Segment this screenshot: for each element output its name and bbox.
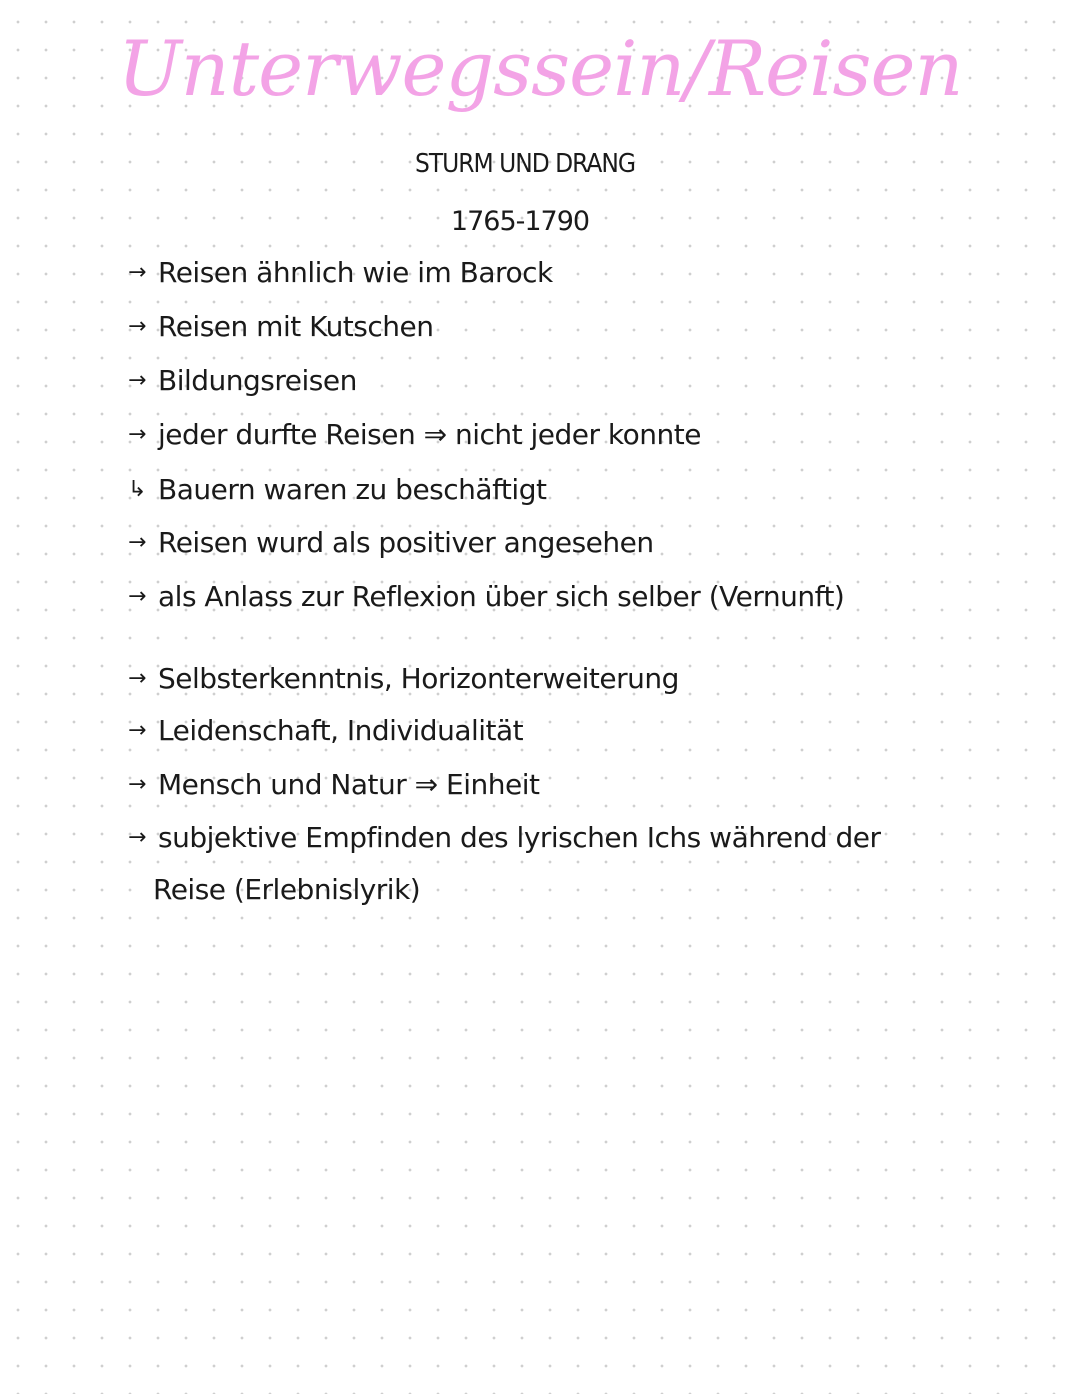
- arrow-turn-right-icon: ↳: [128, 477, 146, 502]
- note-line: [128, 659, 679, 699]
- note-line: [128, 765, 539, 805]
- arrow-right-icon: →: [128, 368, 146, 393]
- note-text: als Anlass zur Reflexion über sich selber (Vernunft): [158, 580, 845, 613]
- note-text: Reisen mit Kutschen: [158, 310, 434, 343]
- note-text: Leidenschaft, Individualität: [158, 714, 524, 747]
- note-text: Reise (Erlebnislyrik): [153, 873, 421, 906]
- note-text: jeder durfte Reisen ⇒ nicht jeder konnte: [158, 418, 701, 451]
- note-text: Mensch und Natur ⇒ Einheit: [158, 768, 540, 801]
- arrow-right-icon: →: [128, 314, 146, 339]
- note-text: subjektive Empfinden des lyrischen Ichs während der: [158, 821, 881, 854]
- note-line-continuation: [153, 870, 420, 910]
- note-line: [128, 711, 523, 751]
- note-line: [128, 253, 553, 293]
- note-text: Reisen ähnlich wie im Barock: [158, 256, 553, 289]
- note-line: [128, 818, 881, 858]
- arrow-right-icon: →: [128, 260, 146, 285]
- arrow-right-icon: →: [128, 718, 146, 743]
- page-title: Unterwegssein/Reisen: [117, 24, 963, 113]
- arrow-right-icon: →: [128, 530, 146, 555]
- note-line: [128, 415, 701, 455]
- arrow-right-icon: →: [128, 422, 146, 447]
- note-text: Selbsterkenntnis, Horizonterweiterung: [158, 662, 679, 695]
- note-text: Reisen wurd als positiver angesehen: [158, 526, 654, 559]
- note-text: Bauern waren zu beschäftigt: [158, 473, 547, 506]
- arrow-right-icon: →: [128, 772, 146, 797]
- epoch-heading: STURM UND DRANG: [414, 149, 635, 179]
- arrow-right-icon: →: [128, 825, 146, 850]
- arrow-right-icon: →: [128, 666, 146, 691]
- note-line: [128, 361, 357, 401]
- note-line: [128, 307, 434, 347]
- arrow-right-icon: →: [128, 584, 146, 609]
- note-line: [128, 577, 844, 617]
- epoch-dates: 1765-1790: [450, 206, 590, 237]
- note-line: [128, 470, 546, 510]
- note-line: [128, 523, 654, 563]
- note-text: Bildungsreisen: [158, 364, 357, 397]
